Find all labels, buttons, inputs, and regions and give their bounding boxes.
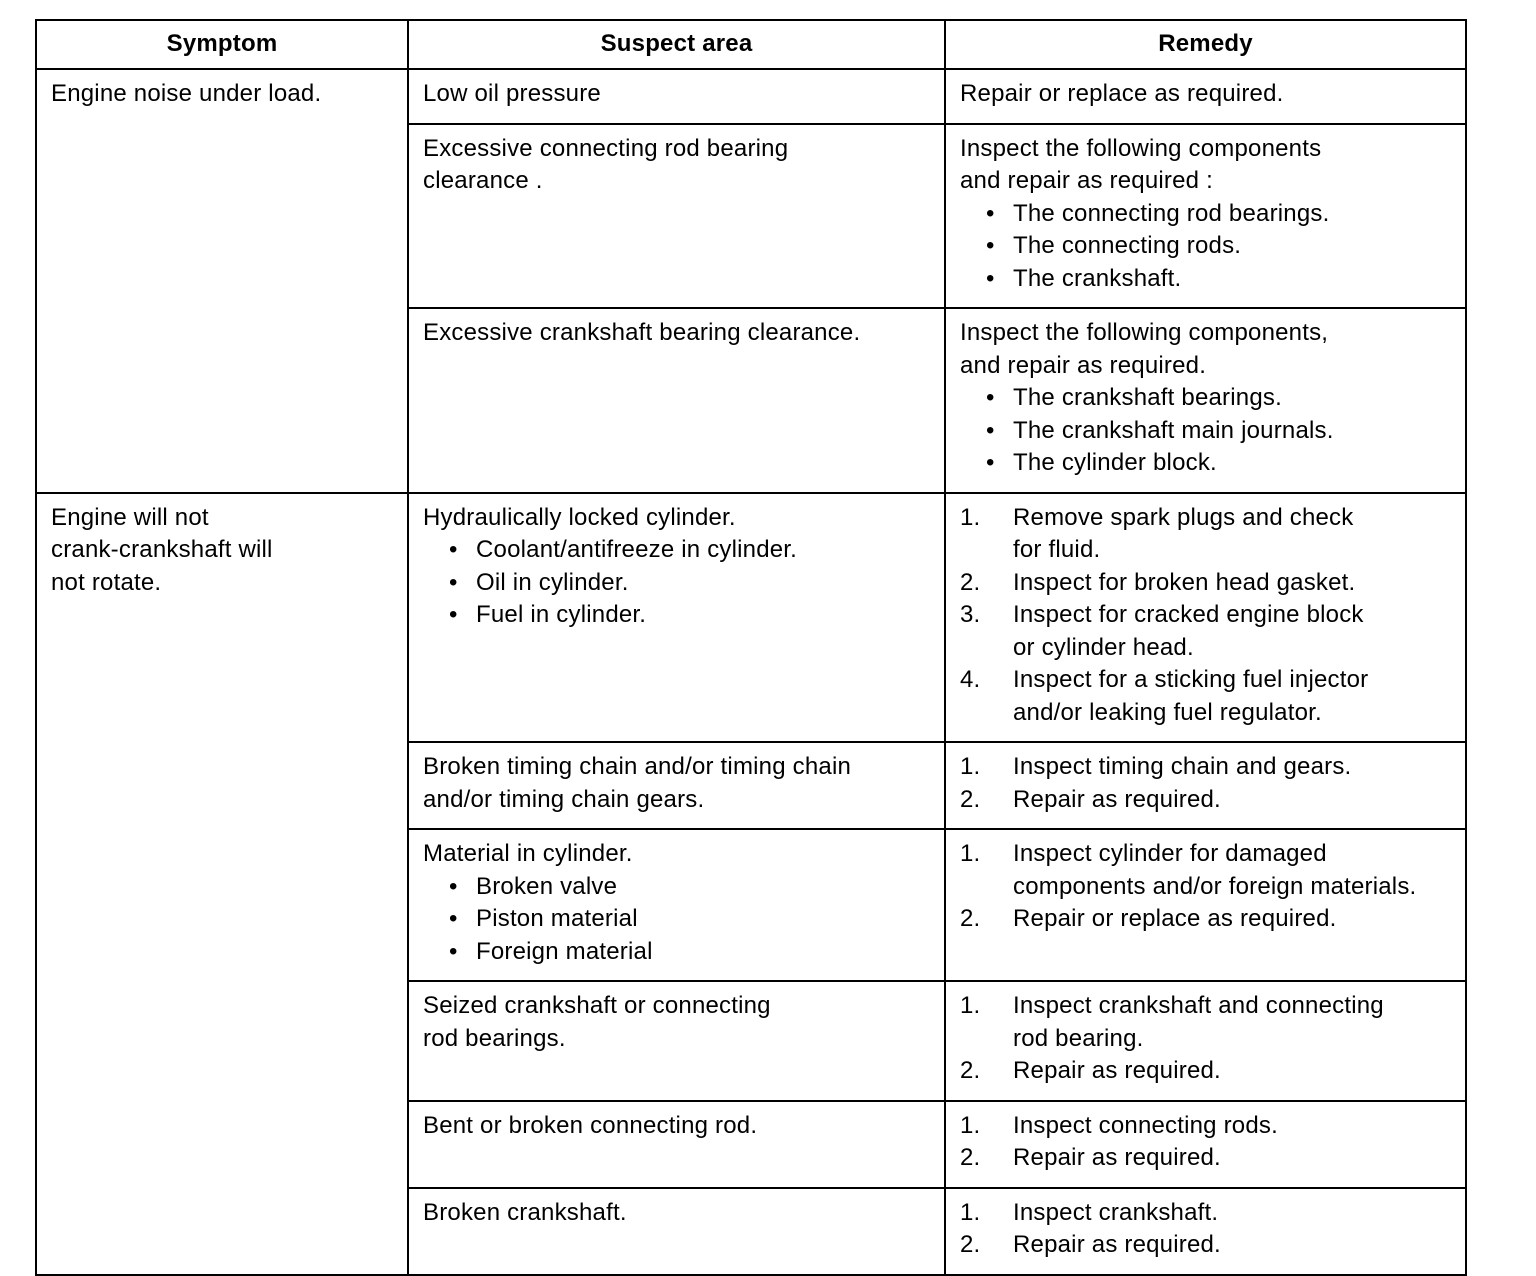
- step-text: Inspect for cracked engine block: [1013, 601, 1364, 628]
- symptom-cell: [36, 69, 408, 493]
- suspect-area-text: Material in cylinder.: [423, 840, 633, 867]
- step-list: [960, 502, 1453, 730]
- bullet-item: • Foreign material: [449, 936, 932, 969]
- symptom-text: not rotate.: [51, 568, 162, 596]
- bullet-item: • Oil in cylinder.: [449, 567, 932, 600]
- step-number: 1.: [960, 840, 981, 867]
- symptom-text: Engine will not: [51, 503, 209, 531]
- remedy-text: and repair as required.: [960, 351, 1207, 379]
- bullet-item: • The connecting rods.: [986, 230, 1453, 263]
- step-number: 4.: [960, 666, 981, 693]
- table-body: [36, 69, 1466, 1275]
- step-item: [960, 751, 1453, 784]
- step-item: [960, 664, 1453, 729]
- suspect-area-cell: [408, 308, 945, 493]
- suspect-area-cell: [408, 493, 945, 743]
- step-number: 2.: [960, 1231, 981, 1258]
- step-text: Repair as required.: [1013, 1231, 1221, 1258]
- suspect-area-text: Broken crankshaft.: [423, 1198, 627, 1226]
- step-text: rod bearing.: [1013, 1024, 1144, 1052]
- remedy-cell: [945, 981, 1466, 1101]
- table-row: [36, 493, 1466, 743]
- step-item: [960, 1197, 1453, 1230]
- step-number: 2.: [960, 1144, 981, 1171]
- step-item: [960, 903, 1453, 936]
- remedy-cell: [945, 1101, 1466, 1188]
- step-number: 1.: [960, 1198, 981, 1226]
- bullet-list: [423, 871, 932, 969]
- suspect-area-cell: [408, 1101, 945, 1188]
- step-text: Inspect timing chain and gears.: [1013, 753, 1352, 780]
- step-item: [960, 1110, 1453, 1143]
- step-item: [960, 502, 1453, 567]
- suspect-area-text: and/or timing chain gears.: [423, 785, 705, 813]
- step-number: 3.: [960, 601, 981, 628]
- bullet-item: • Coolant/antifreeze in cylinder.: [449, 534, 932, 567]
- remedy-cell: [945, 493, 1466, 743]
- remedy-cell: [945, 124, 1466, 309]
- suspect-area-cell: [408, 69, 945, 124]
- step-item: [960, 990, 1453, 1055]
- bullet-list: [423, 534, 932, 632]
- remedy-text: Inspect the following components,: [960, 319, 1329, 346]
- step-text: Repair as required.: [1013, 1144, 1221, 1171]
- header-suspect-area: Suspect area: [408, 20, 945, 69]
- symptom-text: crank-crankshaft will: [51, 536, 273, 563]
- suspect-area-text: clearance .: [423, 167, 543, 194]
- table-header: [36, 20, 1466, 69]
- step-number: 2.: [960, 568, 981, 596]
- step-number: 2.: [960, 1057, 981, 1084]
- step-text: Inspect for a sticking fuel injector: [1013, 666, 1369, 693]
- suspect-area-text: Broken timing chain and/or timing chain: [423, 753, 852, 780]
- symptom-cell: [36, 493, 408, 1275]
- suspect-area-text: Excessive connecting rod bearing: [423, 134, 789, 162]
- remedy-text: and repair as required :: [960, 167, 1213, 194]
- step-text: components and/or foreign materials.: [1013, 872, 1417, 900]
- header-remedy: Remedy: [945, 20, 1466, 69]
- bullet-list: [960, 198, 1453, 296]
- step-text: Inspect for broken head gasket.: [1013, 568, 1356, 596]
- step-text: Inspect connecting rods.: [1013, 1111, 1278, 1139]
- step-text: Repair as required.: [1013, 1057, 1221, 1084]
- symptom-text: Engine noise under load.: [51, 80, 322, 107]
- diagnosis-table: [35, 19, 1467, 1276]
- remedy-cell: [945, 308, 1466, 493]
- step-item: [960, 1055, 1453, 1088]
- bullet-item: • Broken valve: [449, 871, 932, 904]
- suspect-area-cell: [408, 981, 945, 1101]
- step-text: Repair as required.: [1013, 785, 1221, 813]
- step-item: [960, 1229, 1453, 1262]
- suspect-area-text: rod bearings.: [423, 1024, 566, 1052]
- step-number: 2.: [960, 785, 981, 813]
- step-text: or cylinder head.: [1013, 633, 1194, 661]
- suspect-area-text: Hydraulically locked cylinder.: [423, 503, 736, 531]
- header-row: [36, 20, 1466, 69]
- step-text: for fluid.: [1013, 536, 1101, 563]
- suspect-area-text: Bent or broken connecting rod.: [423, 1111, 758, 1139]
- step-item: [960, 1142, 1453, 1175]
- bullet-item: • The connecting rod bearings.: [986, 198, 1453, 231]
- step-item: [960, 784, 1453, 817]
- bullet-item: • The cylinder block.: [986, 447, 1453, 480]
- remedy-cell: [945, 1188, 1466, 1275]
- step-text: Remove spark plugs and check: [1013, 503, 1354, 531]
- step-list: [960, 838, 1453, 936]
- bullet-item: • Piston material: [449, 903, 932, 936]
- step-number: 1.: [960, 753, 981, 780]
- header-symptom: Symptom: [36, 20, 408, 69]
- bullet-item: • The crankshaft.: [986, 263, 1453, 296]
- remedy-cell: [945, 69, 1466, 124]
- step-item: [960, 838, 1453, 903]
- step-list: [960, 1197, 1453, 1262]
- suspect-area-text: Seized crankshaft or connecting: [423, 992, 771, 1019]
- step-item: [960, 599, 1453, 664]
- suspect-area-cell: [408, 1188, 945, 1275]
- step-item: [960, 567, 1453, 600]
- step-number: 1.: [960, 503, 981, 531]
- step-list: [960, 751, 1453, 816]
- step-list: [960, 990, 1453, 1088]
- step-text: Inspect cylinder for damaged: [1013, 840, 1327, 867]
- step-text: Inspect crankshaft and connecting: [1013, 992, 1384, 1019]
- remedy-text: Repair or replace as required.: [960, 80, 1284, 107]
- table-row: [36, 69, 1466, 124]
- suspect-area-cell: [408, 829, 945, 981]
- remedy-text: Inspect the following components: [960, 134, 1322, 162]
- suspect-area-text: Low oil pressure: [423, 80, 601, 107]
- remedy-cell: [945, 742, 1466, 829]
- remedy-cell: [945, 829, 1466, 981]
- step-number: 2.: [960, 905, 981, 932]
- bullet-item: • Fuel in cylinder.: [449, 599, 932, 632]
- step-text: and/or leaking fuel regulator.: [1013, 698, 1322, 726]
- bullet-item: • The crankshaft main journals.: [986, 415, 1453, 448]
- step-text: Repair or replace as required.: [1013, 905, 1337, 932]
- bullet-list: [960, 382, 1453, 480]
- suspect-area-text: Excessive crankshaft bearing clearance.: [423, 319, 861, 346]
- step-number: 1.: [960, 992, 981, 1019]
- bullet-item: • The crankshaft bearings.: [986, 382, 1453, 415]
- suspect-area-cell: [408, 124, 945, 309]
- step-list: [960, 1110, 1453, 1175]
- step-number: 1.: [960, 1111, 981, 1139]
- step-text: Inspect crankshaft.: [1013, 1198, 1219, 1226]
- suspect-area-cell: [408, 742, 945, 829]
